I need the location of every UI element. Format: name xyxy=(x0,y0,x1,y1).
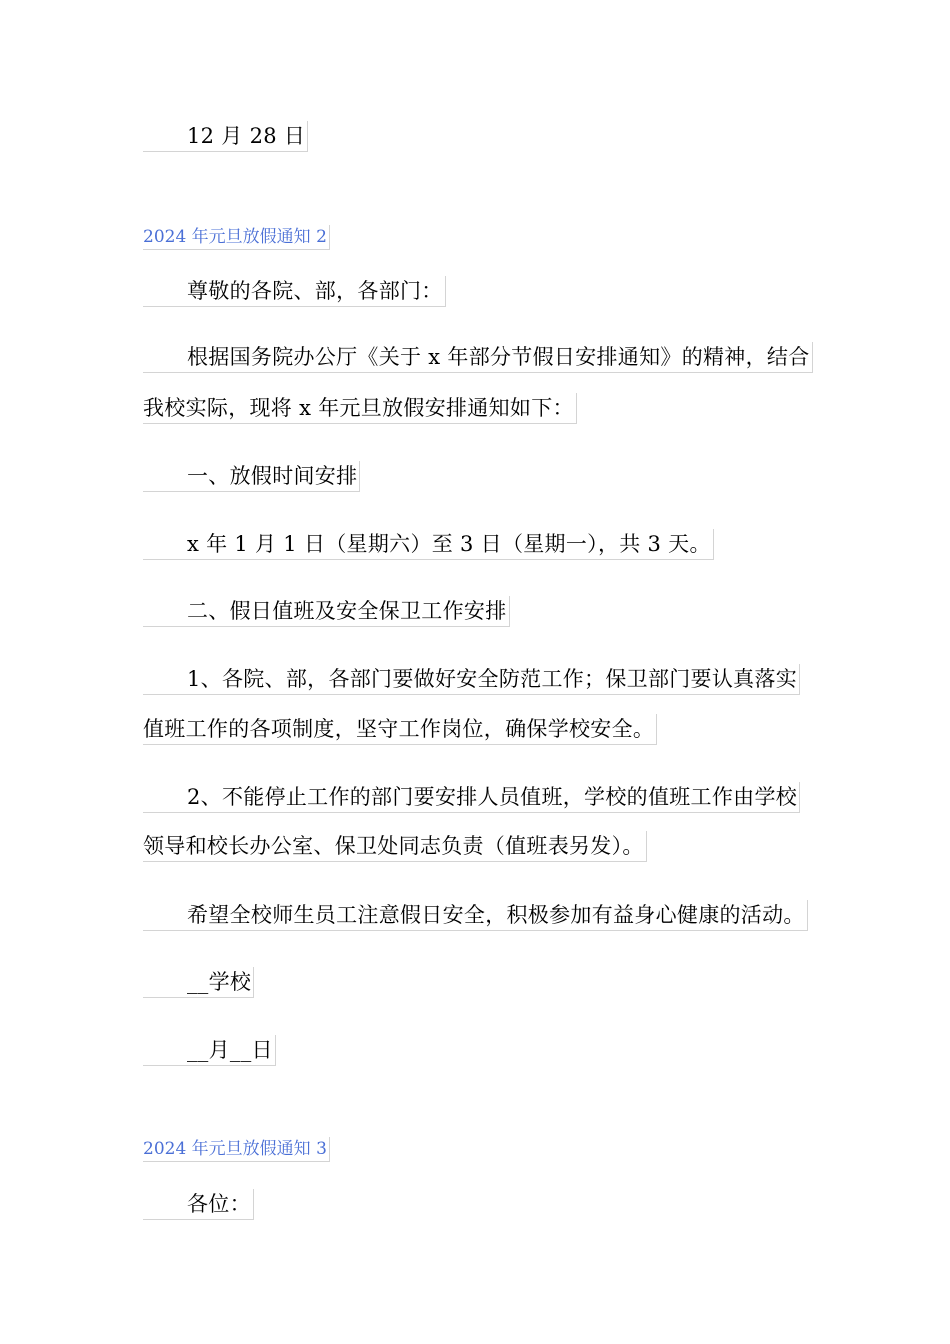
paragraph-line: 1、各院、部，各部门要做好安全防范工作；保卫部门要认真落实 xyxy=(143,664,800,695)
salutation-line: 尊敬的各院、部，各部门： xyxy=(143,276,446,307)
signature-school-line: __学校 xyxy=(143,967,254,998)
paragraph-line: 2、不能停止工作的部门要安排人员值班，学校的值班工作由学校 xyxy=(143,782,800,813)
date-line: 12 月 28 日 xyxy=(143,121,308,152)
subheading-line: 一、放假时间安排 xyxy=(143,461,360,492)
paragraph-line: 我校实际，现将 x 年元旦放假安排通知如下： xyxy=(143,393,577,424)
section-heading-2: 2024 年元旦放假通知 2 xyxy=(143,225,330,250)
paragraph-line: 值班工作的各项制度，坚守工作岗位，确保学校安全。 xyxy=(143,714,657,745)
section-heading-3: 2024 年元旦放假通知 3 xyxy=(143,1137,330,1162)
paragraph-line: 根据国务院办公厅《关于 x 年部分节假日安排通知》的精神，结合 xyxy=(143,342,813,373)
salutation-line: 各位： xyxy=(143,1189,254,1220)
paragraph-line: 希望全校师生员工注意假日安全，积极参加有益身心健康的活动。 xyxy=(143,900,808,931)
subheading-line: 二、假日值班及安全保卫工作安排 xyxy=(143,596,510,627)
paragraph-line: x 年 1 月 1 日（星期六）至 3 日（星期一），共 3 天。 xyxy=(143,529,714,560)
signature-date-line: __月__日 xyxy=(143,1035,276,1066)
paragraph-line: 领导和校长办公室、保卫处同志负责（值班表另发）。 xyxy=(143,831,647,862)
